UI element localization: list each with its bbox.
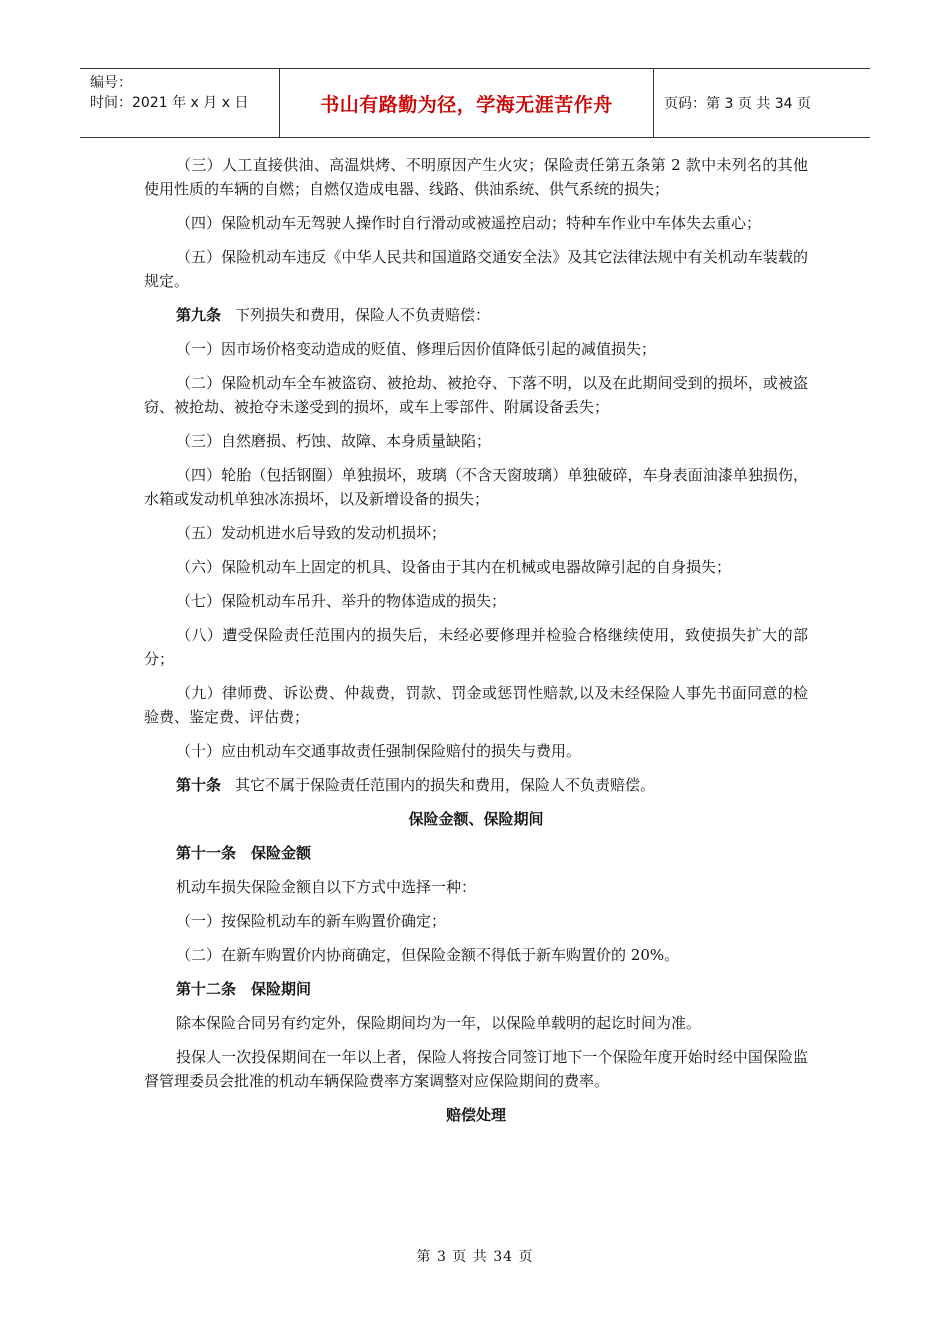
- header-page-label: 页码：第 3 页 共 34 页: [664, 96, 811, 112]
- document-time-label: 时间：2021 年 x 月 x 日: [90, 95, 249, 111]
- body-paragraph: （十）应由机动车交通事故责任强制保险赔付的损失与费用。: [176, 742, 582, 760]
- body-paragraph: 除本保险合同另有约定外，保险期间均为一年，以保险单载明的起讫时间为准。: [176, 1014, 702, 1032]
- body-paragraph: （五）发动机进水后导致的发动机损坏；: [176, 524, 447, 542]
- header-motto: 书山有路勤为径，学海无涯苦作舟: [280, 69, 654, 137]
- document-body: [144, 153, 808, 1137]
- body-paragraph: （四）保险机动车无驾驶人操作时自行滑动或被遥控启动；特种车作业中车体失去重心；: [176, 214, 762, 232]
- page-footer: 第 3 页 共 34 页: [416, 1249, 534, 1265]
- body-paragraph: （九）律师费、诉讼费、仲裁费，罚款、罚金或惩罚性赔款,以及未经保险人事先书面同意的检验费、鉴定费、评估费；: [144, 684, 808, 726]
- document-number-label: 编号：: [90, 75, 132, 91]
- article-subheading: 第十一条 保险金额: [176, 844, 312, 862]
- body-paragraph: （六）保险机动车上固定的机具、设备由于其内在机械或电器故障引起的自身损失；: [176, 558, 732, 576]
- article-paragraph: [144, 773, 808, 797]
- article-paragraph: [144, 303, 808, 327]
- article-number: 第十条: [176, 776, 222, 794]
- body-paragraph: 机动车损失保险金额自以下方式中选择一种：: [176, 878, 477, 896]
- body-paragraph: （八）遭受保险责任范围内的损失后，未经必要修理并检验合格继续使用，致使损失扩大的部分；: [144, 626, 808, 668]
- article-text: 下列损失和费用，保险人不负责赔偿：: [235, 306, 491, 324]
- body-paragraph: （一）按保险机动车的新车购置价确定；: [176, 912, 447, 930]
- body-paragraph: （二）在新车购置价内协商确定，但保险金额不得低于新车购置价的 20%。: [176, 946, 680, 964]
- header-meta: [80, 69, 280, 137]
- body-paragraph: （五）保险机动车违反《中华人民共和国道路交通安全法》及其它法律法规中有关机动车装载的规定。: [144, 248, 808, 290]
- body-paragraph: 投保人一次投保期间在一年以上者，保险人将按合同签订地下一个保险年度开始时经中国保险监督管理委员会批准的机动车辆保险费率方案调整对应保险期间的费率。: [144, 1048, 808, 1090]
- article-number: 第九条: [176, 306, 222, 324]
- section-title: 赔偿处理: [445, 1106, 506, 1124]
- body-paragraph: （三）自然磨损、朽蚀、故障、本身质量缺陷；: [176, 432, 492, 450]
- article-text: 其它不属于保险责任范围内的损失和费用，保险人不负责赔偿。: [235, 776, 656, 794]
- body-paragraph: （二）保险机动车全车被盗窃、被抢劫、被抢夺、下落不明，以及在此期间受到的损坏，或被盗窃、被抢劫、被抢夺未遂受到的损坏，或车上零部件、附属设备丢失；: [144, 374, 808, 416]
- page-header: [80, 68, 870, 138]
- body-paragraph: （四）轮胎（包括钢圈）单独损坏，玻璃（不含天窗玻璃）单独破碎，车身表面油漆单独损伤，水箱或发动机单独冰冻损坏，以及新增设备的损失；: [144, 466, 808, 508]
- article-subheading: 第十二条 保险期间: [176, 980, 312, 998]
- body-paragraph: （七）保险机动车吊升、举升的物体造成的损失；: [176, 592, 507, 610]
- body-paragraph: （三）人工直接供油、高温烘烤、不明原因产生火灾；保险责任第五条第 2 款中未列名的其他使用性质的车辆的自燃；自燃仅造成电器、线路、供油系统、供气系统的损失；: [144, 156, 808, 198]
- body-paragraph: （一）因市场价格变动造成的贬值、修理后因价值降低引起的减值损失；: [176, 340, 657, 358]
- section-title: 保险金额、保险期间: [408, 810, 544, 828]
